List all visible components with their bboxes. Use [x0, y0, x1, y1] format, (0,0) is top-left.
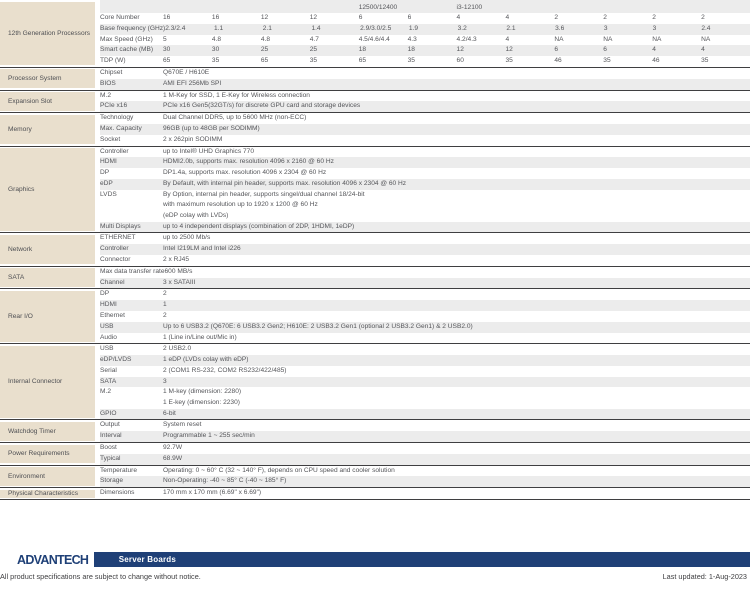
- spec-section: [0, 147, 750, 234]
- cpu-column-header-text: [505, 0, 554, 3]
- spec-value: Up to 6 USB3.2 (Q670E: 6 USB3.2 Gen2; H610E: 2 USB3.2 Gen1 (optional 2 USB3.2 Gen1) & 2 USB2.0): [163, 322, 473, 330]
- cpu-value-cell: 1.9: [408, 24, 419, 32]
- spec-label: Max Speed (GHz): [100, 35, 153, 43]
- spec-row: [100, 311, 750, 322]
- spec-value: 3: [163, 377, 167, 385]
- spec-label: Ethernet: [100, 311, 125, 319]
- spec-label: Connector: [100, 255, 131, 263]
- spec-label: LVDS: [100, 190, 117, 198]
- spec-value: Intel I219LM and Intel i226: [163, 245, 241, 253]
- cpu-column-header: [163, 0, 212, 13]
- series-bar: [97, 552, 750, 567]
- cpu-corner-clip: [100, 0, 163, 3]
- spec-row: [100, 289, 750, 300]
- spec-label: Smart cache (MB): [100, 46, 154, 54]
- cpu-value-cell: 6: [358, 14, 363, 21]
- cpu-value-cell: 2.3/2.4: [165, 24, 186, 32]
- spec-row: [100, 476, 750, 487]
- spec-row: [100, 147, 750, 158]
- cpu-column-header: [603, 0, 652, 13]
- cpu-value-cell: NA: [652, 35, 662, 43]
- cpu-column-header-text: [603, 0, 652, 3]
- category-cell: [0, 147, 95, 233]
- cpu-value-cell: 12: [456, 46, 464, 54]
- cpu-value-cell: 65: [163, 57, 171, 65]
- spec-row: [100, 135, 750, 146]
- last-updated-text: Last updated: 1-Aug-2023: [662, 572, 747, 581]
- category-cell: [0, 233, 95, 265]
- cpu-column-header: [310, 0, 359, 13]
- section-rows: [100, 147, 750, 233]
- spec-row: [100, 322, 750, 333]
- section-rows: [100, 466, 750, 488]
- spec-value: System reset: [163, 421, 202, 429]
- cpu-name-line2: 12500/12400: [358, 4, 398, 12]
- spec-section: [0, 91, 750, 114]
- spec-row: [100, 168, 750, 179]
- cpu-value-cell: 12: [260, 14, 269, 21]
- cpu-value-cols: [163, 35, 750, 46]
- section-rows: [100, 91, 750, 113]
- spec-value: 1: [163, 301, 167, 309]
- spec-row: [100, 190, 750, 222]
- cpu-value-cell: 35: [309, 57, 318, 65]
- cpu-value-cell: 6: [407, 14, 412, 21]
- cpu-value-cell: 46: [554, 57, 562, 65]
- cpu-spec-row: [100, 56, 750, 67]
- category-cell: [0, 68, 95, 90]
- spec-row: [100, 431, 750, 442]
- spec-value: up to 2500 Mb/s: [163, 234, 211, 242]
- spec-row: [100, 233, 750, 244]
- cpu-value-cell: 4.8: [260, 35, 271, 43]
- section-rows: [100, 443, 750, 465]
- spec-row: [100, 244, 750, 255]
- cpu-spec-row: [100, 45, 750, 56]
- cpu-value-cell: 4: [701, 46, 705, 54]
- cpu-name-line1: [505, 0, 554, 3]
- spec-section: [0, 289, 750, 344]
- spec-value: 2 (COM1 RS-232, COM2 RS232/422/485): [163, 366, 287, 374]
- spec-value: By Default, with internal pin header, supports max. resolution 4096 x 2304 @ 60 Hz: [163, 179, 407, 187]
- spec-value-line: By Option, internal pin header, supports singel/dual channel 18/24-bit: [163, 190, 365, 198]
- spec-label: Controller: [100, 147, 129, 155]
- spec-row: [100, 255, 750, 266]
- cpu-value-cell: 12: [309, 14, 318, 21]
- cpu-column-header-text: [652, 0, 701, 3]
- category-cell: [0, 113, 95, 145]
- cpu-value-cell: 4.8: [211, 35, 222, 43]
- spec-value: up to 4 independent displays (combination of 2DP, 1HDMI, 1eDP): [163, 222, 355, 230]
- section-rows: [100, 113, 750, 145]
- spec-value-line: with maximum resolution up to 1920 x 1200 @ 60 Hz: [163, 201, 318, 209]
- spec-value: 2 USB2.0: [163, 345, 192, 353]
- section-rows: [100, 289, 750, 343]
- spec-row: [100, 443, 750, 454]
- spec-label: TDP (W): [100, 57, 126, 65]
- category-cell: [0, 289, 95, 343]
- cpu-value-cell: 3.2: [457, 24, 467, 32]
- spec-value: 2 x 262pin SODIMM: [163, 135, 223, 143]
- category-label: Network: [0, 235, 95, 264]
- spec-value: AMI EFI 256Mb SPI: [163, 79, 222, 87]
- cpu-column-header: [261, 0, 310, 13]
- category-label: Graphics: [0, 148, 95, 231]
- cpu-value-cell: 3: [603, 24, 608, 32]
- spec-value: 2: [163, 311, 167, 319]
- spec-value: [163, 387, 750, 408]
- spec-row: [100, 387, 750, 408]
- cpu-column-header: [652, 0, 701, 13]
- cpu-value-cell: 4.5/4.6/4.4: [358, 35, 390, 43]
- cpu-header-cols: [163, 0, 750, 13]
- spec-row: [100, 101, 750, 112]
- cpu-name-line1: [408, 0, 457, 3]
- cpu-value-cell: NA: [701, 35, 711, 43]
- cpu-column-header: [554, 0, 603, 13]
- cpu-value-cols: [165, 24, 750, 35]
- spec-row: [100, 466, 750, 477]
- cpu-name-line1: [163, 0, 212, 3]
- spec-label: DP: [100, 290, 110, 298]
- spec-value: DP1.4a, supports max. resolution 4096 x 2304 @ 60 Hz: [163, 169, 327, 177]
- section-rows: [100, 267, 750, 289]
- cpu-name-line2: i3-12100: [456, 4, 483, 12]
- cpu-value-cell: 2: [652, 14, 656, 21]
- spec-label: eDP/LVDS: [100, 356, 132, 364]
- footer-note-row: [0, 572, 750, 581]
- cpu-name-line1: [310, 0, 359, 3]
- spec-value: 68.9W: [163, 454, 183, 462]
- section-rows: [100, 233, 750, 265]
- spec-value: Operating: 0 ~ 60° C (32 ~ 140° F), depends on CPU speed and cooler solution: [163, 466, 395, 474]
- spec-value: up to Intel® UHD Graphics 770: [163, 147, 254, 155]
- cpu-value-cell: 3.6: [555, 24, 565, 32]
- spec-label: Typical: [100, 454, 121, 462]
- spec-section: [0, 443, 750, 466]
- cpu-name-line1: [652, 0, 701, 3]
- spec-row: [100, 68, 750, 79]
- cpu-column-header-text: [408, 0, 457, 3]
- advantech-logo: ADVANTECH: [17, 552, 89, 567]
- cpu-column-header: [408, 0, 457, 13]
- cpu-value-cell: 16: [211, 14, 220, 21]
- cpu-value-cell: 4.7: [309, 35, 319, 43]
- cpu-name-line1: [212, 0, 261, 3]
- spec-label: Interval: [100, 432, 122, 440]
- cpu-value-cell: 35: [407, 57, 415, 65]
- cpu-value-cell: 35: [211, 57, 220, 65]
- spec-label: HDMI: [100, 158, 117, 166]
- spec-row: [100, 113, 750, 124]
- spec-value: 2: [163, 290, 167, 298]
- section-rows: [100, 68, 750, 90]
- brand-bar: [0, 552, 750, 567]
- section-rows: [100, 488, 750, 499]
- cpu-value-cell: 25: [260, 46, 269, 54]
- spec-label: GPIO: [100, 409, 117, 417]
- spec-section: [0, 420, 750, 443]
- spec-value: HDMI2.0b, supports max. resolution 4096 x 2160 @ 60 Hz: [163, 158, 334, 166]
- spec-value: Q670E / H610E: [163, 68, 210, 76]
- category-label: Internal Connector: [0, 346, 95, 418]
- spec-label: USB: [100, 322, 114, 330]
- cpu-column-header-text: [457, 0, 506, 13]
- spec-row: [100, 377, 750, 388]
- cpu-value-cols: [163, 45, 750, 56]
- cpu-value-cell: 2.1: [262, 24, 272, 32]
- spec-section: [0, 233, 750, 266]
- spec-value-line: 1 E-key (dimension: 2230): [163, 399, 240, 407]
- spec-value: 96GB (up to 48GB per SODIMM): [163, 124, 260, 132]
- section-rows: [100, 344, 750, 419]
- cpu-value-cols: [163, 13, 750, 24]
- category-label: Expansion Slot: [0, 92, 95, 111]
- spec-label: Multi Displays: [100, 222, 141, 230]
- category-cell: [0, 466, 95, 488]
- series-label: Server Boards: [118, 555, 177, 564]
- spec-label: Serial: [100, 366, 117, 374]
- cpu-value-cell: 6: [554, 46, 559, 54]
- spec-label: Temperature: [100, 466, 138, 474]
- cpu-value-cell: 25: [309, 46, 318, 54]
- cpu-value-cell: 35: [603, 57, 611, 65]
- cpu-value-cell: 4: [505, 35, 510, 43]
- cpu-value-cell: 4.3: [407, 35, 417, 43]
- spec-value: Dual Channel DDR5, up to 5600 MHz (non-ECC): [163, 114, 307, 122]
- spec-label: eDP: [100, 179, 113, 187]
- spec-row: [100, 222, 750, 233]
- spec-label: BIOS: [100, 79, 116, 87]
- cpu-value-cell: 35: [701, 57, 709, 65]
- spec-section: [0, 488, 750, 500]
- spec-label: Audio: [100, 333, 117, 341]
- cpu-value-cell: 2: [701, 14, 705, 21]
- cpu-value-cell: 16: [163, 14, 171, 21]
- cpu-column-header: [359, 0, 408, 13]
- cpu-column-header: [457, 0, 506, 13]
- cpu-name-line1: [261, 0, 310, 3]
- spec-section: [0, 344, 750, 420]
- cpu-value-cell: 4: [652, 46, 656, 54]
- spec-value-line: (eDP colay with LVDs): [163, 211, 229, 219]
- spec-value: 600 MB/s: [164, 267, 193, 275]
- spec-label: Technology: [100, 114, 134, 122]
- category-label: Environment: [0, 467, 95, 486]
- category-label: Power Requirements: [0, 445, 95, 464]
- category-cell: [0, 420, 95, 442]
- spec-label: Dimensions: [100, 489, 135, 497]
- category-label: Watchdog Timer: [0, 422, 95, 441]
- cpu-header-row: [100, 0, 750, 13]
- spec-row: [100, 300, 750, 311]
- category-cell: [0, 0, 95, 67]
- cpu-spec-row: [100, 24, 750, 35]
- cpu-value-cell: 4.2/4.3: [456, 35, 477, 43]
- spec-label: Max. Capacity: [100, 124, 142, 132]
- spec-value: 1 M-Key for SSD, 1 E-Key for Wireless connection: [163, 91, 310, 99]
- cpu-value-cell: 2.1: [506, 24, 516, 32]
- spec-section: [0, 0, 750, 68]
- spec-value: PCIe x16 Gen5(32GT/s) for discrete GPU card and storage devices: [163, 102, 361, 110]
- spec-section: [0, 466, 750, 489]
- category-cell: [0, 488, 95, 499]
- category-cell: [0, 443, 95, 465]
- spec-row: [100, 124, 750, 135]
- section-rows: [100, 420, 750, 442]
- cpu-name-line1: [554, 0, 603, 3]
- cpu-column-header-text: [701, 0, 750, 3]
- spec-label: Max data transfer rate: [100, 267, 165, 275]
- cpu-value-cell: 1.1: [213, 24, 224, 32]
- page-footer: [0, 552, 750, 581]
- spec-value: 1 (Line in/Line out/Mic in): [163, 333, 237, 341]
- spec-row: [100, 267, 750, 278]
- cpu-value-cell: 18: [358, 46, 367, 54]
- cpu-value-cell: 65: [260, 57, 269, 65]
- category-cell: [0, 267, 95, 289]
- spec-row: [100, 344, 750, 355]
- cpu-value-cell: 12: [505, 46, 513, 54]
- cpu-column-header-text: [163, 0, 212, 3]
- cpu-value-cell: 5: [163, 35, 167, 43]
- spec-label: Output: [100, 421, 120, 429]
- spec-label: M.2: [100, 91, 111, 99]
- cpu-value-cell: NA: [554, 35, 564, 43]
- spec-label: Channel: [100, 278, 125, 286]
- spec-label: Socket: [100, 135, 121, 143]
- category-label: SATA: [0, 268, 95, 287]
- spec-value: 6-bit: [163, 409, 176, 417]
- spec-label: Base frequency (GHz): [100, 24, 166, 32]
- spec-value: 3 x SATAIII: [163, 278, 196, 286]
- cpu-spec-row: [100, 35, 750, 46]
- cpu-value-cell: 1.4: [311, 24, 321, 32]
- spec-label: DP: [100, 169, 110, 177]
- spec-value: [163, 190, 750, 222]
- cpu-column-header-text: [261, 0, 310, 3]
- spec-row: [100, 420, 750, 431]
- spec-value-line: 1 M-key (dimension: 2280): [163, 388, 242, 396]
- spec-label: SATA: [100, 377, 117, 385]
- cpu-value-cell: 65: [358, 57, 367, 65]
- spec-label: USB: [100, 345, 114, 353]
- category-cell: [0, 91, 95, 113]
- cpu-value-cell: 2.9/3.0/2.5: [360, 24, 392, 32]
- spec-row: [100, 157, 750, 168]
- cpu-value-cell: NA: [603, 35, 613, 43]
- cpu-column-header: [505, 0, 554, 13]
- spec-label: Chipset: [100, 68, 123, 76]
- cpu-value-cols: [163, 56, 750, 67]
- spec-label: Core Number: [100, 14, 140, 21]
- spec-row: [100, 91, 750, 102]
- spec-value: 1 eDP (LVDs colay with eDP): [163, 356, 249, 364]
- category-label: Memory: [0, 115, 95, 144]
- cpu-value-cell: 18: [407, 46, 415, 54]
- spec-label: PCIe x16: [100, 102, 128, 110]
- category-label: 12th Generation Processors: [0, 2, 95, 66]
- cpu-column-header: [212, 0, 261, 13]
- disclaimer-text: All product specifications are subject to change without notice.: [0, 572, 201, 581]
- spec-value: 92.7W: [163, 444, 183, 452]
- section-rows: [100, 0, 750, 67]
- spec-label: Controller: [100, 245, 129, 253]
- spec-label: HDMI: [100, 301, 117, 309]
- spec-value: 2 x RJ45: [163, 255, 190, 263]
- cpu-value-cell: 4: [456, 14, 461, 21]
- cpu-column-header-text: [554, 0, 603, 3]
- spec-row: [100, 488, 750, 499]
- spec-row: [100, 278, 750, 289]
- spec-section: [0, 68, 750, 91]
- spec-label: Boost: [100, 444, 117, 452]
- cpu-column-header-text: [359, 0, 408, 13]
- cpu-value-cell: 2.4: [701, 24, 711, 32]
- cpu-name-line1: [603, 0, 652, 3]
- spec-row: [100, 79, 750, 90]
- spec-row: [100, 333, 750, 344]
- spec-row: [100, 366, 750, 377]
- category-label: Processor System: [0, 69, 95, 88]
- category-label: Rear I/O: [0, 291, 95, 342]
- cpu-value-cell: 6: [603, 46, 607, 54]
- spec-label: ETHERNET: [100, 234, 136, 242]
- spec-row: [100, 179, 750, 190]
- cpu-value-cell: 2: [554, 14, 559, 21]
- cpu-value-cell: 46: [652, 57, 660, 65]
- spec-value: Programmable 1 ~ 255 sec/min: [163, 432, 255, 440]
- cpu-column-header-text: [310, 0, 359, 3]
- cpu-name-line1: [701, 0, 750, 3]
- cpu-value-cell: 4: [505, 14, 510, 21]
- cpu-spec-row: [100, 13, 750, 24]
- cpu-corner-label: [100, 0, 163, 13]
- category-cell: [0, 344, 95, 419]
- cpu-value-cell: 30: [211, 46, 220, 54]
- cpu-value-cell: 3: [652, 24, 657, 32]
- spec-label: Storage: [100, 477, 124, 485]
- category-label: Physical Characteristics: [0, 490, 95, 498]
- cpu-value-cell: 60: [456, 57, 464, 65]
- spec-value: 170 mm x 170 mm (6.69" x 6.69"): [163, 489, 262, 497]
- cpu-column-header-text: [212, 0, 261, 3]
- cpu-value-cell: 30: [163, 46, 171, 54]
- spec-row: [100, 355, 750, 366]
- cpu-value-cell: 2: [603, 14, 607, 21]
- cpu-value-cell: 35: [505, 57, 513, 65]
- spec-row: [100, 409, 750, 420]
- spec-label: M.2: [100, 388, 111, 396]
- spec-section: [0, 267, 750, 290]
- spec-section: [0, 113, 750, 146]
- spec-value: Non-Operating: -40 ~ 85° C (-40 ~ 185° F): [163, 477, 287, 485]
- cpu-column-header: [701, 0, 750, 13]
- spec-row: [100, 454, 750, 465]
